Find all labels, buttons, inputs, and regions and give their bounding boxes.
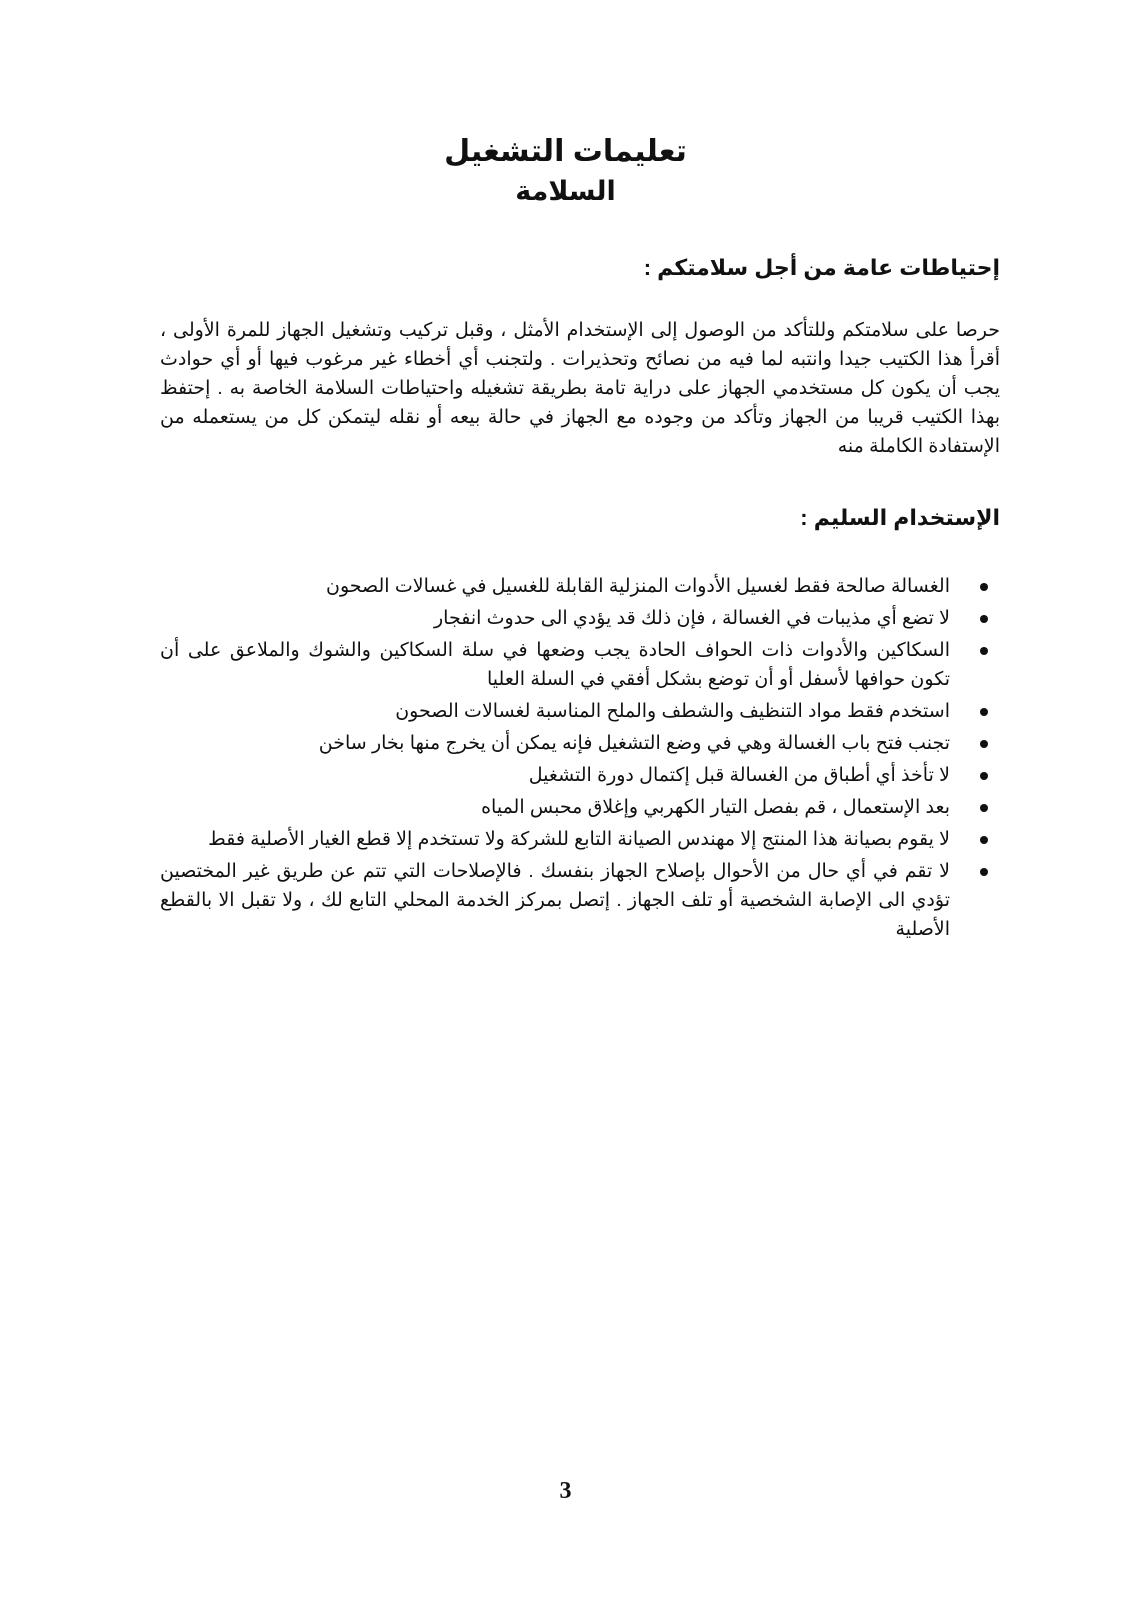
bullet-icon [980,708,988,716]
list-item [160,857,1000,944]
list-item-text: استخدم فقط مواد التنظيف والشطف والملح المناسبة لغسالات الصحون [395,701,950,722]
list-item [160,761,1000,790]
bullet-icon [980,583,988,591]
bullet-icon [980,804,988,812]
list-item-text: لا يقوم بصيانة هذا المنتج إلا مهندس الصيانة التابع للشركة ولا تستخدم إلا قطع الغيار الأصلية فقط [208,829,950,850]
list-item [160,572,1000,601]
page-number: 3 [559,1478,572,1504]
page-title: تعليمات التشغيل [444,135,687,168]
general-precautions-heading: إحتياطات عامة من أجل سلامتكم : [643,255,1000,280]
list-item [160,636,1000,694]
list-item-text: السكاكين والأدوات ذات الحواف الحادة يجب وضعها في سلة السكاكين والشوك والملاعق على أن تكون حوافها لأسفل أو أن توضع بشكل أفقي في السلة العليا [160,640,950,690]
list-item [160,793,1000,822]
bullet-icon [980,868,988,876]
list-item-text: لا تأخذ أي أطباق من الغسالة قبل إكتمال دورة التشغيل [528,765,950,786]
list-item [160,697,1000,726]
proper-usage-heading: الإستخدام السليم : [800,505,1000,530]
list-item-text: لا تقم في أي حال من الأحوال بإصلاح الجهاز بنفسك . فالإصلاحات التي تتم عن طريق غير المختصين تؤدي الى الإصابة الشخصية أو تلف الجهاز . إتصل بمركز الخدمة المحلي التابع لك ، ولا تقبل الا بالقطع الأصلية [160,861,950,940]
list-item [160,729,1000,758]
bullet-icon [980,836,988,844]
page-subtitle: السلامة [515,176,616,206]
proper-usage-list [160,572,1000,947]
title-block [0,132,1131,210]
bullet-icon [980,647,988,655]
general-precautions-paragraph: حرصا على سلامتكم وللتأكد من الوصول إلى الإستخدام الأمثل ، وقبل تركيب وتشغيل الجهاز للمرة الأولى ، أقرأ هذا الكتيب جيدا وانتبه لما فيه من نصائح وتحذيرات . ولتجنب أي أخطاء غير مرغوب فيها أو أي حوادث يجب أن يكون كل مستخدمي الجهاز على دراية تامة بطريقة تشغيله واحتياطات السلامة الخاصة به . إحتفظ بهذا الكتيب قريبا من الجهاز وتأكد من وجوده مع الجهاز في حالة بيعه أو نقله ليتمكن كل من يستعمله من الإستفادة الكاملة منه [160,320,1000,457]
bullet-icon [980,740,988,748]
bullet-icon [980,772,988,780]
list-item-text: الغسالة صالحة فقط لغسيل الأدوات المنزلية القابلة للغسيل في غسالات الصحون [326,576,950,597]
list-item-text: تجنب فتح باب الغسالة وهي في وضع التشغيل فإنه يمكن أن يخرج منها بخار ساخن [318,733,950,754]
list-item-text: لا تضع أي مذيبات في الغسالة ، فإن ذلك قد يؤدي الى حدوث انفجار [433,608,950,629]
list-item [160,604,1000,633]
list-item-text: بعد الإستعمال ، قم بفصل التيار الكهربي وإغلاق محبس المياه [481,797,950,818]
list-item [160,825,1000,854]
bullet-icon [980,615,988,623]
